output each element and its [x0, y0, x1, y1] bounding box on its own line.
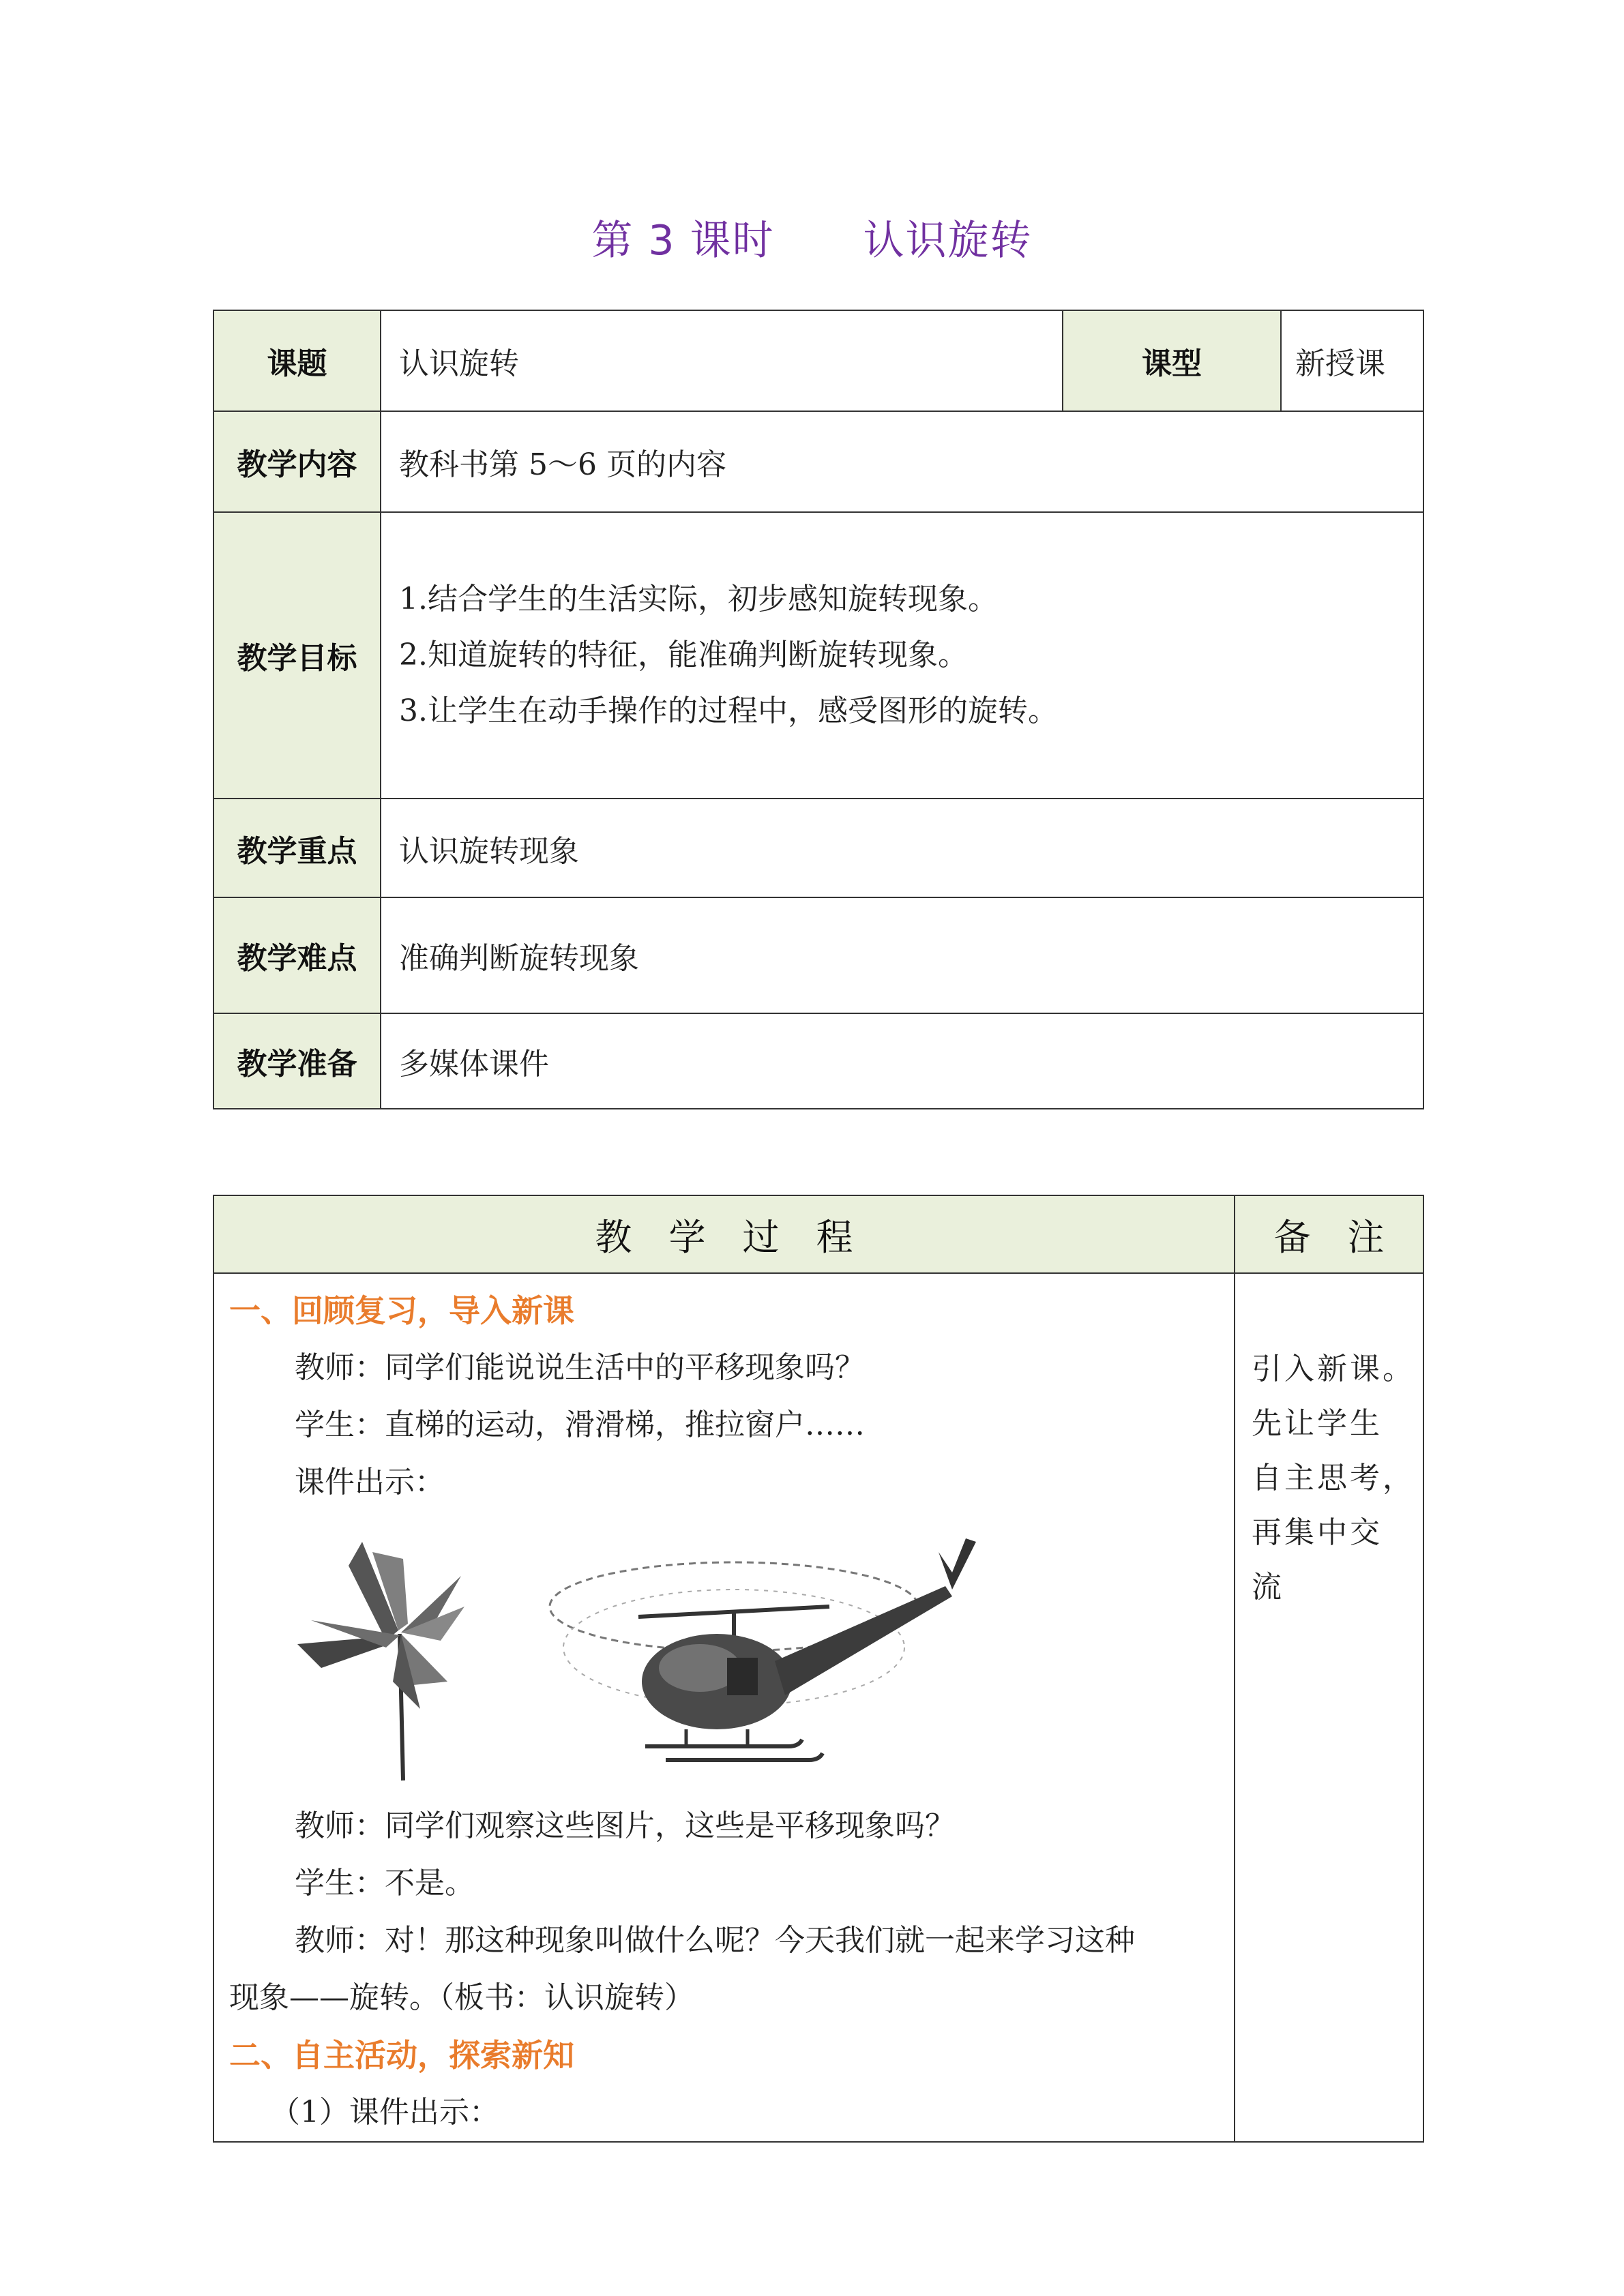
content-label: 教学内容 — [213, 411, 381, 512]
note-line: 再集中交 — [1252, 1515, 1383, 1550]
difficulty-value: 准确判断旋转现象 — [381, 897, 1423, 1013]
note-line: 引入新课。 — [1252, 1352, 1415, 1386]
goals-label: 教学目标 — [213, 512, 381, 799]
content-value: 教科书第 5～6 页的内容 — [381, 411, 1423, 512]
key-label: 教学重点 — [213, 799, 381, 897]
dialog-line: 学生：直梯的运动，滑滑梯，推拉窗户…… — [295, 1407, 865, 1442]
subject-value: 认识旋转 — [381, 310, 1063, 411]
note-line: 自主思考， — [1252, 1461, 1415, 1495]
subject-label: 课题 — [213, 310, 381, 411]
goal-item: 2.知道旋转的特征，能准确判断旋转现象。 — [399, 638, 968, 672]
section-heading: 二、自主活动，探索新知 — [229, 2037, 574, 2074]
process-body — [213, 1273, 1235, 2142]
goal-item: 3.让学生在动手操作的过程中，感受图形的旋转。 — [399, 694, 1058, 728]
note-line: 先让学生 — [1252, 1406, 1383, 1441]
helicopter-image — [550, 1538, 976, 1760]
section-heading: 一、回顾复习，导入新课 — [229, 1292, 574, 1329]
dialog-line: 学生：不是。 — [295, 1866, 475, 1900]
process-table — [213, 1195, 1424, 2143]
page-title — [0, 208, 1624, 267]
dialog-line: 教师：同学们能说说生活中的平移现象吗？ — [295, 1350, 865, 1385]
dialog-line: 现象——旋转。（板书：认识旋转） — [229, 1980, 694, 2015]
type-label: 课型 — [1063, 310, 1281, 411]
difficulty-label: 教学难点 — [213, 897, 381, 1013]
key-value: 认识旋转现象 — [381, 799, 1423, 897]
pinwheel-image — [297, 1542, 464, 1780]
notes-column — [1235, 1273, 1423, 2142]
figure-row — [229, 1511, 1219, 1798]
lesson-info-table — [213, 310, 1424, 1109]
dialog-line: 教师：同学们观察这些图片，这些是平移现象吗？ — [295, 1808, 955, 1843]
dialog-line: 课件出示： — [295, 1465, 445, 1500]
prep-label: 教学准备 — [213, 1013, 381, 1109]
dialog-line: 教师：对！那这种现象叫做什么呢？今天我们就一起来学习这种 — [295, 1923, 1135, 1958]
process-header: 教 学 过 程 — [213, 1195, 1235, 1273]
note-line: 流 — [1252, 1570, 1284, 1605]
type-value: 新授课 — [1281, 310, 1423, 411]
pinwheel-helicopter-figure — [229, 1511, 1225, 1798]
goal-item: 1.结合学生的生活实际，初步感知旋转现象。 — [399, 582, 998, 616]
dialog-line: （1）课件出示： — [270, 2095, 499, 2130]
lesson-topic: 认识旋转 — [863, 217, 1033, 265]
lesson-number: 第 3 课时 — [591, 217, 775, 265]
notes-header: 备 注 — [1235, 1195, 1423, 1273]
prep-value: 多媒体课件 — [381, 1013, 1423, 1109]
goals-list — [381, 512, 1423, 799]
